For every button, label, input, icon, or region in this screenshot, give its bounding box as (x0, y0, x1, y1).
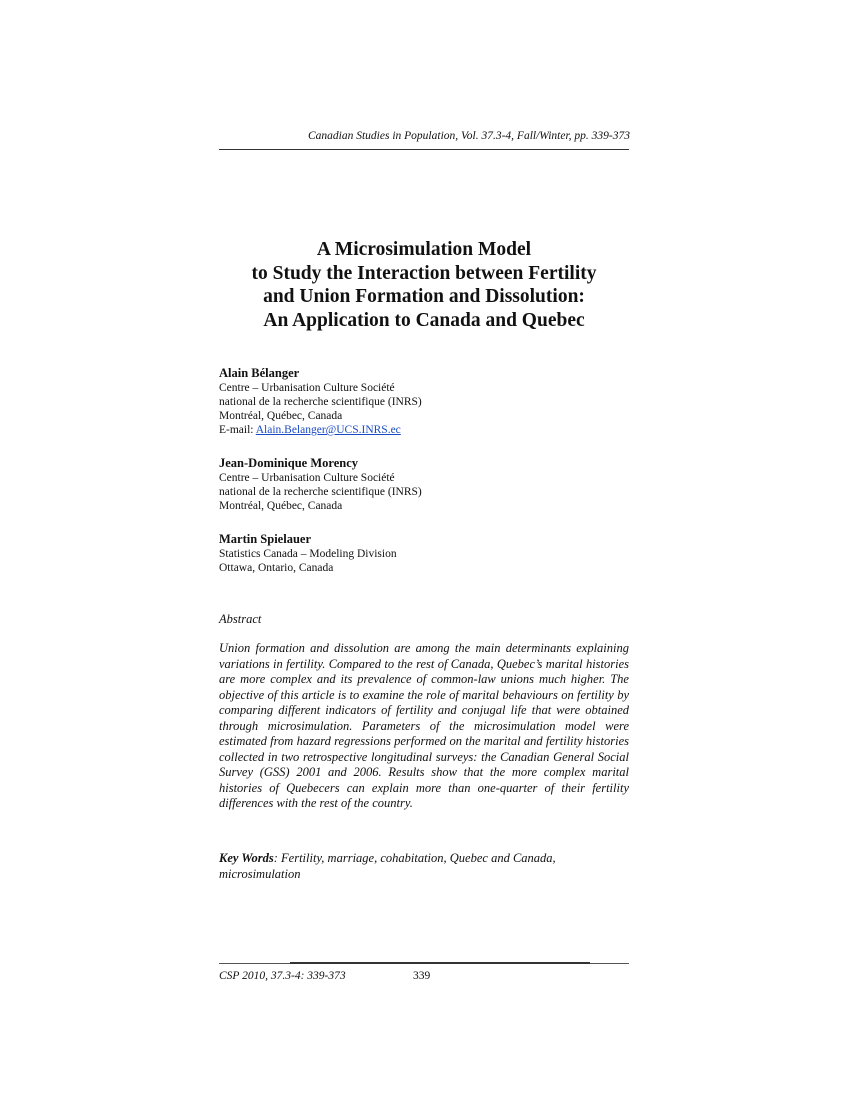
author-affiliation: national de la recherche scientifique (INRS) (219, 396, 422, 408)
author-location: Montréal, Québec, Canada (219, 500, 343, 512)
author-name: Alain Bélanger (219, 366, 300, 380)
author-block-morency (219, 456, 639, 513)
keywords-label: Key Words (219, 851, 274, 865)
author-affiliation: Centre – Urbanisation Culture Société (219, 382, 395, 394)
header-rule (219, 149, 629, 150)
email-link[interactable]: Alain.Belanger@UCS.INRS.ec (255, 424, 401, 436)
abstract-heading: Abstract (219, 612, 262, 626)
author-affiliation: Statistics Canada – Modeling Division (219, 548, 397, 560)
keywords (219, 851, 629, 882)
title-line: A Microsimulation Model (316, 239, 532, 260)
footer-citation: CSP 2010, 37.3-4: 339-373 (219, 970, 346, 982)
article-title (219, 238, 629, 332)
page-footer (219, 970, 431, 982)
title-line: to Study the Interaction between Fertility (251, 262, 597, 284)
footer-rule-accent (290, 962, 590, 964)
author-block-belanger (219, 366, 639, 437)
author-name: Martin Spielauer (219, 532, 312, 546)
title-line: and Union Formation and Dissolution: (263, 286, 585, 307)
page-number: 339 (413, 970, 431, 982)
author-affiliation: Centre – Urbanisation Culture Société (219, 472, 395, 484)
author-affiliation: national de la recherche scientifique (INRS) (219, 486, 422, 498)
title-line: An Application to Canada and Quebec (263, 309, 585, 331)
abstract-text: Union formation and dissolution are among the main determinants explaining variations in fertility. Compared to the rest of Canada, Quebec’s marital histories are more complex and its prevalence of common-law unions much higher. The objective of this article is to examine the role of marital behaviours on fertility by comparing different indicators of fertility and conjugal life that were obtained through microsimulation. Parameters of the microsimulation model were estimated from hazard regressions performed on the marital and fertility histories collected in two retrospective longitudinal surveys: the Canadian General Social Survey (GSS) 2001 and 2006. Results show that the more complex marital histories of Quebecers can explain more than one-quarter of their fertility differences with the rest of the country. (219, 641, 629, 810)
author-email-line (219, 423, 639, 437)
running-head: Canadian Studies in Population, Vol. 37.3-4, Fall/Winter, pp. 339-373 (308, 130, 630, 142)
keywords-text: : Fertility, marriage, cohabitation, Quebec and Canada, microsimulation (219, 851, 556, 881)
author-block-spielauer (219, 532, 639, 575)
author-location: Montréal, Québec, Canada (219, 410, 343, 422)
author-name: Jean-Dominique Morency (219, 456, 358, 470)
email-label: E-mail: (219, 424, 256, 436)
author-location: Ottawa, Ontario, Canada (219, 562, 334, 574)
